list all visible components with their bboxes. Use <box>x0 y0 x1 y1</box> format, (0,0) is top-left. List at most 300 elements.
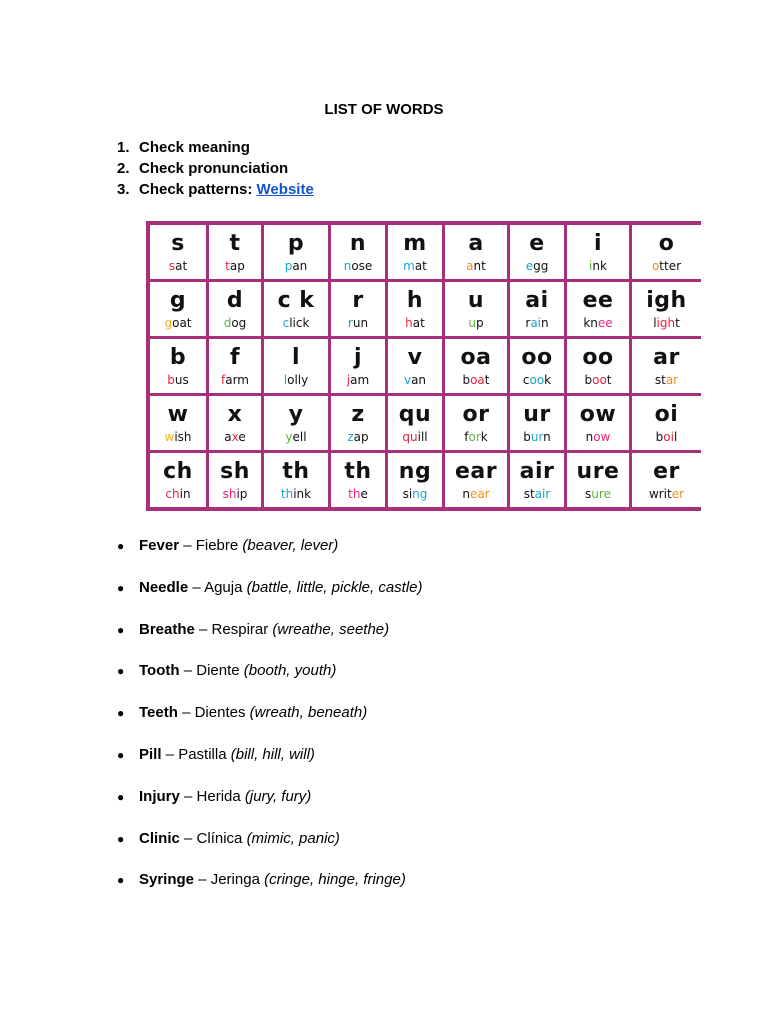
grapheme: i <box>593 230 603 256</box>
word-highlight: igh <box>656 315 676 330</box>
grapheme: g <box>169 287 187 313</box>
steps-list <box>117 138 314 201</box>
phonics-cell <box>632 339 701 393</box>
vocab-word: Needle <box>139 578 189 596</box>
word-highlight: h <box>405 315 413 330</box>
word-highlight: ng <box>412 486 428 501</box>
word-suffix: ill <box>417 429 428 444</box>
grapheme: e <box>529 230 545 256</box>
phonics-chart <box>146 221 701 511</box>
grapheme: o <box>658 230 675 256</box>
grapheme: ng <box>398 458 432 484</box>
example-word <box>589 260 607 272</box>
word-suffix: ink <box>293 486 312 501</box>
grapheme: air <box>519 458 555 484</box>
phonics-cell <box>209 396 261 450</box>
phonics-cell <box>510 225 564 279</box>
phonics-cell <box>510 453 564 507</box>
word-suffix: ip <box>236 486 248 501</box>
example-word <box>347 374 369 386</box>
phonics-cell <box>632 396 701 450</box>
word-highlight: s <box>168 258 176 273</box>
phonics-cell <box>445 339 507 393</box>
vocab-item <box>117 578 423 620</box>
word-highlight: g <box>164 315 173 330</box>
grapheme: sh <box>220 458 250 484</box>
dash: – <box>179 787 197 805</box>
grapheme: qu <box>398 401 432 427</box>
phonics-cell <box>388 225 442 279</box>
phonics-cell <box>388 453 442 507</box>
vocab-translation: Clínica <box>196 829 243 847</box>
step-number: 1. <box>117 139 130 156</box>
example-word <box>225 260 245 272</box>
example-word <box>649 488 684 500</box>
word-suffix: e <box>360 486 368 501</box>
word-highlight: sh <box>222 486 237 501</box>
phonics-cell <box>510 339 564 393</box>
bullet-icon: ● <box>117 706 125 721</box>
grapheme: ai <box>525 287 549 313</box>
word-suffix: t <box>484 372 490 387</box>
phonics-cell <box>150 339 206 393</box>
word-highlight: a <box>466 258 474 273</box>
grapheme: ch <box>163 458 193 484</box>
dash: – <box>179 829 197 847</box>
grapheme: n <box>349 230 367 256</box>
example-word <box>281 488 311 500</box>
word-highlight: u <box>468 315 476 330</box>
step-text: Check patterns: <box>139 181 257 198</box>
phonics-cell <box>510 396 564 450</box>
phonics-cell <box>567 282 629 336</box>
phonics-cell <box>388 282 442 336</box>
phonics-cell <box>264 396 328 450</box>
word-suffix: at <box>412 315 425 330</box>
example-word <box>403 488 428 500</box>
grapheme: oo <box>521 344 553 370</box>
word-highlight: y <box>285 429 293 444</box>
word-highlight: p <box>284 258 293 273</box>
word-prefix: si <box>402 486 413 501</box>
word-suffix: k <box>544 372 552 387</box>
phonics-cell <box>150 453 206 507</box>
grapheme: d <box>226 287 244 313</box>
bullet-icon: ● <box>117 622 125 637</box>
vocab-word: Syringe <box>139 871 195 889</box>
phonics-cell <box>567 339 629 393</box>
word-highlight: j <box>346 372 351 387</box>
grapheme: w <box>167 401 189 427</box>
vocab-word: Teeth <box>139 704 178 722</box>
phonics-cell <box>209 453 261 507</box>
word-suffix: tter <box>659 258 682 273</box>
word-suffix: og <box>231 315 247 330</box>
phonics-cell <box>445 282 507 336</box>
example-word <box>344 260 373 272</box>
word-suffix: am <box>350 372 370 387</box>
grapheme: x <box>227 401 243 427</box>
grapheme: ow <box>579 401 617 427</box>
vocab-examples: (wreathe, seethe) <box>272 620 390 638</box>
word-highlight: z <box>347 429 354 444</box>
grapheme: ear <box>454 458 498 484</box>
grapheme: oa <box>460 344 492 370</box>
word-suffix: olly <box>287 372 309 387</box>
grapheme: y <box>288 401 304 427</box>
example-word <box>164 317 191 329</box>
vocab-examples: (booth, youth) <box>243 662 337 680</box>
grapheme: ee <box>582 287 614 313</box>
grapheme: l <box>291 344 301 370</box>
word-highlight: m <box>403 258 415 273</box>
grapheme: p <box>287 230 305 256</box>
phonics-cell <box>632 453 701 507</box>
dash: – <box>194 871 211 889</box>
word-highlight: or <box>468 429 481 444</box>
word-suffix: lick <box>289 315 310 330</box>
word-highlight: oo <box>529 372 545 387</box>
grapheme: j <box>353 344 363 370</box>
example-word <box>405 317 425 329</box>
example-word <box>586 431 611 443</box>
bullet-icon: ● <box>117 664 125 679</box>
vocab-translation: Jeringa <box>210 871 260 889</box>
word-prefix: n <box>585 429 594 444</box>
word-highlight: ur <box>530 429 544 444</box>
word-highlight: e <box>525 258 534 273</box>
example-word <box>466 260 486 272</box>
example-word <box>167 374 188 386</box>
word-suffix: oat <box>172 315 192 330</box>
word-suffix: e <box>238 429 246 444</box>
example-word <box>652 260 681 272</box>
grapheme: h <box>406 287 424 313</box>
vocab-translation: Herida <box>196 787 241 805</box>
grapheme: t <box>229 230 241 256</box>
word-highlight: r <box>347 315 353 330</box>
vocab-item <box>117 787 423 829</box>
word-suffix: ell <box>292 429 307 444</box>
word-prefix: writ <box>648 486 672 501</box>
dash: – <box>177 704 195 722</box>
word-highlight: x <box>231 429 239 444</box>
example-word <box>525 317 548 329</box>
word-highlight: ow <box>593 429 611 444</box>
example-word <box>655 374 678 386</box>
grapheme: oo <box>582 344 614 370</box>
phonics-cell <box>209 282 261 336</box>
grapheme: ure <box>576 458 620 484</box>
vocab-item <box>117 620 423 662</box>
word-suffix: un <box>352 315 369 330</box>
bullet-icon: ● <box>117 539 125 553</box>
word-suffix: an <box>411 372 427 387</box>
example-word <box>165 488 190 500</box>
example-word <box>524 488 551 500</box>
step-number: 2. <box>117 160 130 177</box>
word-prefix: kn <box>583 315 598 330</box>
phonics-cell <box>567 225 629 279</box>
word-prefix: f <box>464 429 469 444</box>
word-highlight: i <box>589 258 593 273</box>
word-highlight: b <box>167 372 175 387</box>
word-suffix: nk <box>592 258 607 273</box>
example-word <box>523 374 551 386</box>
word-suffix: ose <box>351 258 373 273</box>
grapheme: th <box>344 458 372 484</box>
grapheme: oi <box>654 401 679 427</box>
example-word <box>169 260 187 272</box>
word-prefix: b <box>584 372 593 387</box>
word-highlight: t <box>225 258 230 273</box>
page-title: LIST OF WORDS <box>324 101 444 118</box>
phonics-cell <box>264 339 328 393</box>
word-suffix: ap <box>353 429 369 444</box>
vocab-examples: (wreath, beneath) <box>249 704 368 722</box>
example-word <box>223 488 248 500</box>
phonics-cell <box>388 339 442 393</box>
phonics-cell <box>209 339 261 393</box>
step-text: Check pronunciation <box>139 160 289 177</box>
bullet-icon: ● <box>117 747 125 762</box>
word-highlight: ee <box>597 315 613 330</box>
vocab-examples: (bill, hill, will) <box>230 745 315 763</box>
vocab-item <box>117 536 423 578</box>
word-highlight: oo <box>592 372 607 387</box>
example-word <box>462 374 489 386</box>
grapheme: v <box>407 344 423 370</box>
vocab-word: Fever <box>139 537 180 554</box>
phonics-cell <box>331 396 385 450</box>
example-word <box>403 260 427 272</box>
phonics-cell <box>264 453 328 507</box>
example-word <box>656 431 678 443</box>
word-suffix: arm <box>225 372 249 387</box>
word-suffix: gg <box>533 258 549 273</box>
word-highlight: ar <box>665 372 679 387</box>
example-word <box>526 260 549 272</box>
bullet-icon: ● <box>117 873 125 888</box>
example-word <box>523 431 551 443</box>
example-word <box>347 431 368 443</box>
word-suffix: n <box>543 429 551 444</box>
vocab-translation: Diente <box>196 662 240 680</box>
phonics-cell <box>510 282 564 336</box>
grapheme: a <box>468 230 484 256</box>
word-prefix: st <box>523 486 535 501</box>
vocab-examples: (beaver, lever) <box>242 537 339 554</box>
example-word <box>283 317 310 329</box>
word-prefix: st <box>654 372 666 387</box>
word-prefix: r <box>525 315 531 330</box>
word-highlight: ure <box>591 486 611 501</box>
phonics-cell <box>331 339 385 393</box>
word-suffix: ish <box>174 429 192 444</box>
word-highlight: d <box>223 315 232 330</box>
dash: – <box>179 662 197 680</box>
word-suffix: l <box>673 429 678 444</box>
example-word <box>348 488 368 500</box>
word-suffix: t <box>606 372 612 387</box>
word-suffix: at <box>414 258 427 273</box>
example-word <box>224 317 247 329</box>
example-word <box>468 317 483 329</box>
word-highlight: oa <box>470 372 485 387</box>
example-word <box>284 374 308 386</box>
word-highlight: ai <box>530 315 541 330</box>
word-highlight: th <box>280 486 294 501</box>
example-word <box>404 374 426 386</box>
vocab-item <box>117 870 423 912</box>
phonics-cell <box>567 396 629 450</box>
word-suffix: n <box>541 315 549 330</box>
example-word <box>584 374 611 386</box>
word-highlight: er <box>671 486 685 501</box>
word-prefix: n <box>462 486 470 501</box>
phonics-cell <box>209 225 261 279</box>
grapheme: c k <box>277 287 315 313</box>
word-highlight: ear <box>469 486 490 501</box>
word-highlight: v <box>403 372 412 387</box>
vocab-item <box>117 661 423 703</box>
example-word <box>224 431 245 443</box>
word-suffix: t <box>675 315 680 330</box>
phonics-cell <box>632 282 701 336</box>
phonics-cell <box>445 396 507 450</box>
vocab-word: Tooth <box>139 662 180 680</box>
word-highlight: ch <box>165 486 180 501</box>
phonics-cell <box>632 225 701 279</box>
grapheme: ar <box>653 344 680 370</box>
phonics-cell <box>264 282 328 336</box>
dash: – <box>188 578 205 596</box>
word-prefix: l <box>653 315 657 330</box>
word-highlight: c <box>282 315 290 330</box>
grapheme: u <box>467 287 485 313</box>
vocab-translation: Dientes <box>194 704 246 722</box>
vocab-examples: (jury, fury) <box>244 787 312 805</box>
vocab-examples: (mimic, panic) <box>246 829 340 847</box>
phonics-cell <box>331 282 385 336</box>
word-suffix: ap <box>229 258 245 273</box>
example-word <box>464 431 487 443</box>
word-highlight: o <box>651 258 660 273</box>
vocab-word: Pill <box>139 745 162 763</box>
grapheme: f <box>229 344 241 370</box>
example-word <box>285 431 306 443</box>
grapheme: m <box>403 230 427 256</box>
example-word <box>221 374 249 386</box>
vocab-examples: (cringe, hinge, fringe) <box>264 871 406 889</box>
example-word <box>348 317 368 329</box>
grapheme: or <box>462 401 490 427</box>
vocab-item <box>117 745 423 787</box>
vocab-word: Injury <box>139 787 180 805</box>
word-highlight: oi <box>663 429 674 444</box>
example-word <box>164 431 191 443</box>
grapheme: igh <box>646 287 687 313</box>
grapheme: er <box>653 458 680 484</box>
word-suffix: us <box>174 372 189 387</box>
vocab-translation: Pastilla <box>178 745 227 763</box>
grapheme: th <box>282 458 310 484</box>
step-item <box>117 138 314 159</box>
bullet-icon: ● <box>117 831 125 846</box>
word-highlight: air <box>534 486 551 501</box>
word-suffix: p <box>475 315 484 330</box>
website-link[interactable]: Website <box>256 181 314 198</box>
word-suffix: at <box>175 258 188 273</box>
word-highlight: w <box>164 429 175 444</box>
phonics-cell <box>331 225 385 279</box>
word-suffix: in <box>179 486 191 501</box>
step-number: 3. <box>117 181 130 198</box>
vocab-translation: Respirar <box>211 620 269 638</box>
phonics-cell <box>445 225 507 279</box>
phonics-cell <box>150 282 206 336</box>
example-word <box>583 317 612 329</box>
word-prefix: b <box>462 372 471 387</box>
phonics-cell <box>445 453 507 507</box>
phonics-cell <box>264 225 328 279</box>
word-prefix: a <box>224 429 232 444</box>
step-item <box>117 159 314 180</box>
phonics-cell <box>567 453 629 507</box>
dash: – <box>194 620 212 638</box>
grapheme: z <box>351 401 365 427</box>
word-prefix: b <box>523 429 531 444</box>
example-word <box>585 488 611 500</box>
word-suffix: an <box>292 258 308 273</box>
word-suffix: nt <box>473 258 486 273</box>
vocab-examples: (battle, little, pickle, castle) <box>246 578 423 596</box>
example-word <box>285 260 308 272</box>
phonics-cell <box>150 225 206 279</box>
vocab-word: Breathe <box>139 620 195 638</box>
word-highlight: f <box>221 372 226 387</box>
phonics-cell <box>150 396 206 450</box>
dash: – <box>161 745 179 763</box>
bullet-icon: ● <box>117 580 125 595</box>
vocab-word: Clinic <box>139 829 180 847</box>
phonics-cell <box>388 396 442 450</box>
word-prefix: s <box>585 486 592 501</box>
word-prefix: c <box>522 372 530 387</box>
step-text: Check meaning <box>139 139 250 156</box>
bullet-icon: ● <box>117 789 125 804</box>
vocab-item <box>117 829 423 871</box>
example-word <box>402 431 427 443</box>
vocab-translation: Fiebre <box>195 537 239 554</box>
word-highlight: qu <box>402 429 418 444</box>
word-suffix: k <box>480 429 488 444</box>
example-word <box>462 488 489 500</box>
word-highlight: th <box>348 486 361 501</box>
grapheme: ur <box>523 401 551 427</box>
dash: – <box>179 537 196 554</box>
step-item <box>117 180 314 201</box>
vocab-list <box>117 536 423 912</box>
example-word <box>653 317 680 329</box>
grapheme: r <box>352 287 364 313</box>
vocab-translation: Aguja <box>204 578 243 596</box>
phonics-cell <box>331 453 385 507</box>
vocab-item <box>117 703 423 745</box>
grapheme: s <box>171 230 185 256</box>
grapheme: b <box>169 344 187 370</box>
word-highlight: n <box>343 258 352 273</box>
